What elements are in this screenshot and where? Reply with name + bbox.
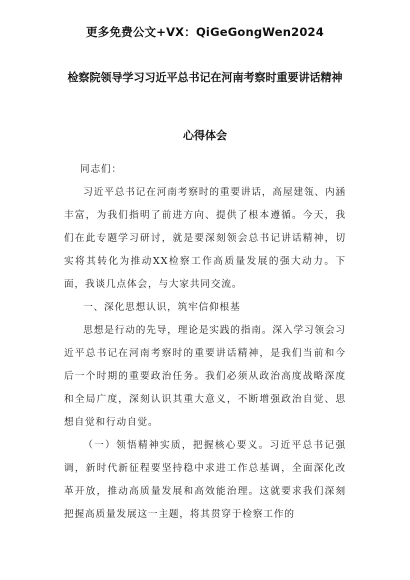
watermark-header: 更多免费公文+VX：QiGeGongWen2024 xyxy=(86,25,324,39)
paragraph-section-1: 思想是行动的先导，理论是实践的指南。深入学习领会习近平总书记在河南考察时的重要讲话精神，是我们当前和今后一个时期的重要政治任务。我们必须从政治高度战略深度和全局广度，深刻认识其重大意义，不断增强政治自觉、思想自觉和行动自觉。 xyxy=(64,325,346,428)
document-subtitle: 心得体会 xyxy=(183,129,227,142)
paragraph-subsection-1: （一）领悟精神实质，把握核心要义。习近平总书记强调，新时代新征程要坚持稳中求进工作总基调，全面深化改革开放，推动高质量发展和高效能治理。这就要求我们深刻把握高质量发展这一主题，将其贯穿于检察工作的 xyxy=(64,440,346,520)
greeting: 同志们： xyxy=(80,164,122,175)
section-heading-1: 一、深化思想认识，筑牢信仰根基 xyxy=(83,302,241,313)
document-title: 检察院领导学习习近平总书记在河南考察时重要讲话精神 xyxy=(67,71,343,84)
paragraph-intro: 习近平总书记在河南考察时的重要讲话，高屋建瓴、内涵丰富，为我们指明了前进方向、提供了根本遵循。今天，我们在此专题学习研讨，就是要深刻领会总书记讲话精神，切实将其转化为推动XX检察工作高质量发展的强大动力。下面，我谈几点体会，与大家共同交流。 xyxy=(64,187,346,290)
